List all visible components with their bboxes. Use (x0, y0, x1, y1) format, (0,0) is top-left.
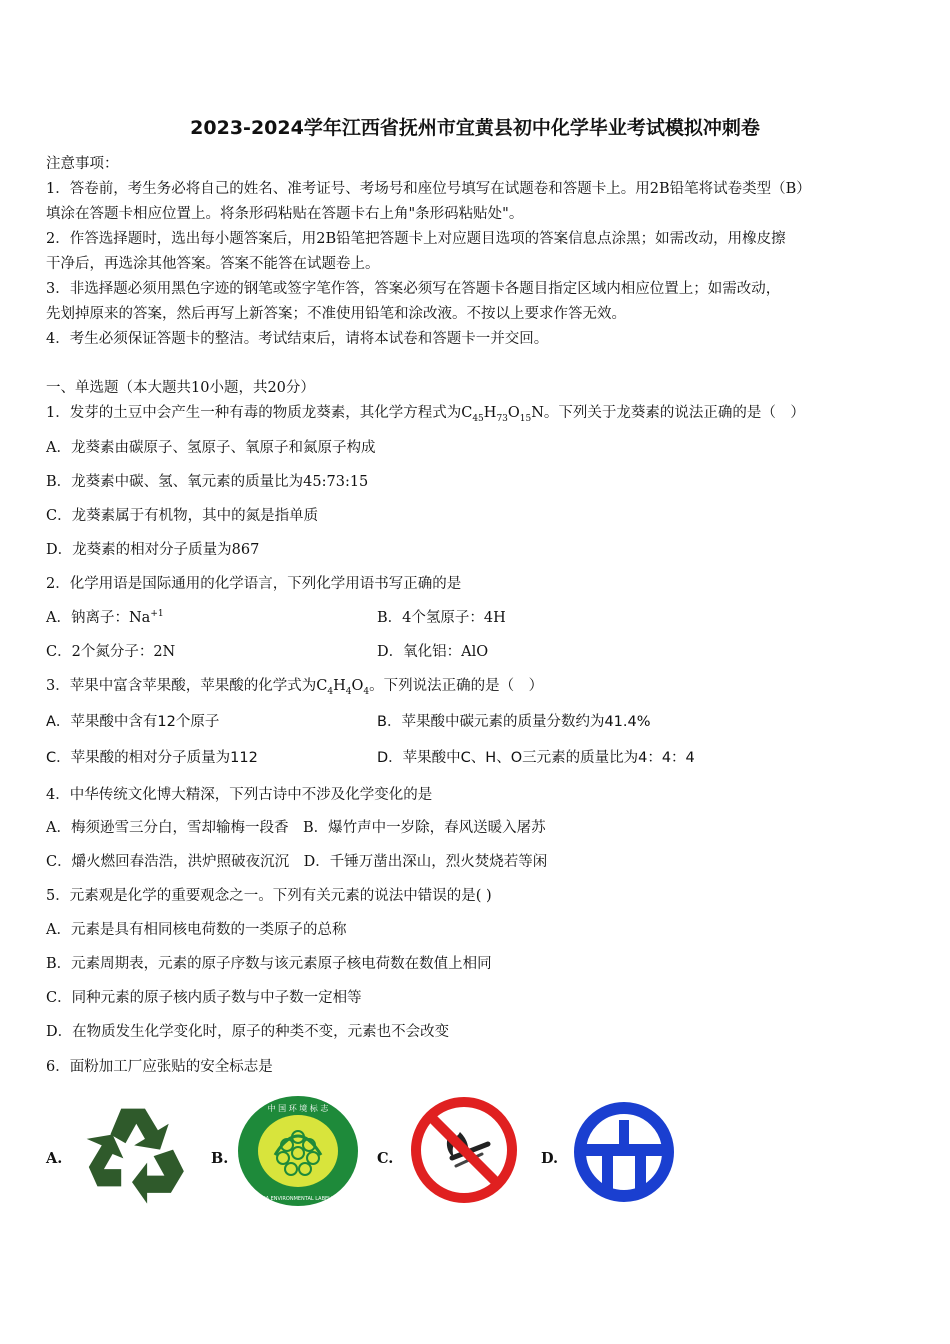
q5-option-c: C．同种元素的原子核内质子数与中子数一定相等 (46, 990, 362, 1006)
notice-line-6: 先划掉原来的答案，然后再写上新答案；不准使用铅笔和涂改液。不按以上要求作答无效。 (46, 306, 626, 322)
notice-line-5: 3．非选择题必须用黑色字迹的钢笔或签字笔作答，答案必须写在答题卡各题目指定区域内相应位置上；如需改动， (46, 281, 781, 297)
q3-option-a: A．苹果酸中含有12个原子 (46, 714, 220, 730)
q2-stem: 2．化学用语是国际通用的化学语言，下列化学用语书写正确的是 (46, 576, 462, 592)
q3-o: O (351, 678, 364, 694)
page-title: 2023-2024学年江西省抚州市宜黄县初中化学毕业考试模拟冲刺卷 (190, 117, 760, 139)
q4-options-cd: C．爝火燃回春浩浩，洪炉照破夜沉沉 D．千锤万凿出深山，烈火焚烧若等闲 (46, 854, 548, 870)
q4-options-ab: A．梅须逊雪三分白，雪却输梅一段香 B．爆竹声中一岁除，春风送暖入屠苏 (46, 820, 546, 836)
q1-stem-part-b: N。下列关于龙葵素的说法正确的是（ ） (531, 405, 805, 421)
q3-stem-part-a: 3．苹果中富含苹果酸，苹果酸的化学式为C (46, 678, 328, 694)
recycle-icon (78, 1100, 186, 1208)
notice-line-7: 4．考生必须保证答题卡的整洁。考试结束后，请将本试卷和答题卡一并交回。 (46, 331, 549, 347)
q1-option-a: A．龙葵素由碳原子、氢原子、氧原子和氮原子构成 (46, 440, 376, 456)
q1-o: O (507, 405, 520, 421)
q4-stem: 4．中华传统文化博大精深，下列古诗中不涉及化学变化的是 (46, 787, 433, 803)
q6-stem: 6．面粉加工厂应张贴的安全标志是 (46, 1059, 273, 1075)
q3-sub1: 4 (327, 686, 334, 697)
env-label-top-text: 中 国 环 境 标 志 (267, 1104, 329, 1113)
notice-line-3: 2．作答选择题时，选出每小题答案后，用2B铅笔把答题卡上对应题目选项的答案信息点涂黑；如需改动，用橡皮擦 (46, 231, 786, 247)
q2-a-text: A．钠离子：Na (46, 610, 151, 626)
q3-option-d: D．苹果酸中C、H、O三元素的质量比为4：4：4 (377, 750, 695, 766)
section-heading: 一、单选题（本大题共10小题，共20分） (46, 380, 315, 396)
q5-option-d: D．在物质发生化学变化时，原子的种类不变，元素也不会改变 (46, 1024, 450, 1040)
q3-sub2: 4 (345, 686, 352, 697)
q1-sub3: 15 (519, 413, 532, 424)
q5-option-b: B．元素周期表，元素的原子序数与该元素原子核电荷数在数值上相同 (46, 956, 492, 972)
q2-option-d: D．氧化铝：AlO (377, 644, 489, 660)
q2-a-sup: +1 (150, 609, 164, 620)
notice-line-1: 1．答卷前，考生务必将自己的姓名、准考证号、考场号和座位号填写在试题卷和答题卡上。用2B铅笔将试卷类型（B） (46, 181, 811, 197)
q5-stem: 5．元素观是化学的重要观念之一。下列有关元素的说法中错误的是( ) (46, 888, 492, 904)
q1-option-c: C．龙葵素属于有机物，其中的氮是指单质 (46, 508, 319, 524)
q1-stem (46, 401, 805, 424)
no-open-flame-icon (408, 1096, 520, 1204)
q3-sub3: 4 (363, 686, 370, 697)
q3-stem (46, 674, 543, 697)
q6-label-b: B. (211, 1150, 229, 1167)
notice-heading: 注意事项： (46, 156, 119, 172)
q6-label-d: D. (541, 1150, 559, 1167)
q3-option-c: C．苹果酸的相对分子质量为112 (46, 750, 258, 766)
q1-sub1: 45 (472, 413, 484, 424)
env-label-icon (237, 1095, 359, 1207)
q3-stem-part-b: 。下列说法正确的是（ ） (369, 678, 544, 694)
q2-option-a (46, 606, 164, 627)
q5-option-a: A．元素是具有相同核电荷数的一类原子的总称 (46, 922, 347, 938)
q2-option-c: C．2个氮分子：2N (46, 644, 176, 660)
q6-label-c: C. (377, 1150, 394, 1167)
blue-circle-symbol-icon (572, 1100, 676, 1204)
env-label-bottom-text: CHINA ENVIRONMENTAL LABELLING (253, 1196, 343, 1202)
notice-line-2: 填涂在答题卡相应位置上。将条形码粘贴在答题卡右上角"条形码粘贴处"。 (46, 206, 524, 222)
q3-h: H (333, 678, 346, 694)
q1-sub2: 73 (496, 413, 508, 424)
q2-option-b: B．4个氢原子：4H (377, 610, 506, 626)
q1-option-d: D．龙葵素的相对分子质量为867 (46, 542, 260, 558)
q1-option-b: B．龙葵素中碳、氢、氧元素的质量比为45:73:15 (46, 474, 369, 490)
q1-stem-part-a: 1．发芽的土豆中会产生一种有毒的物质龙葵素，其化学方程式为C (46, 405, 473, 421)
q3-option-b: B．苹果酸中碳元素的质量分数约为41.4% (377, 714, 651, 730)
notice-line-4: 干净后，再选涂其他答案。答案不能答在试题卷上。 (46, 256, 380, 272)
q6-label-a: A. (46, 1150, 63, 1167)
q1-h: H (483, 405, 497, 421)
